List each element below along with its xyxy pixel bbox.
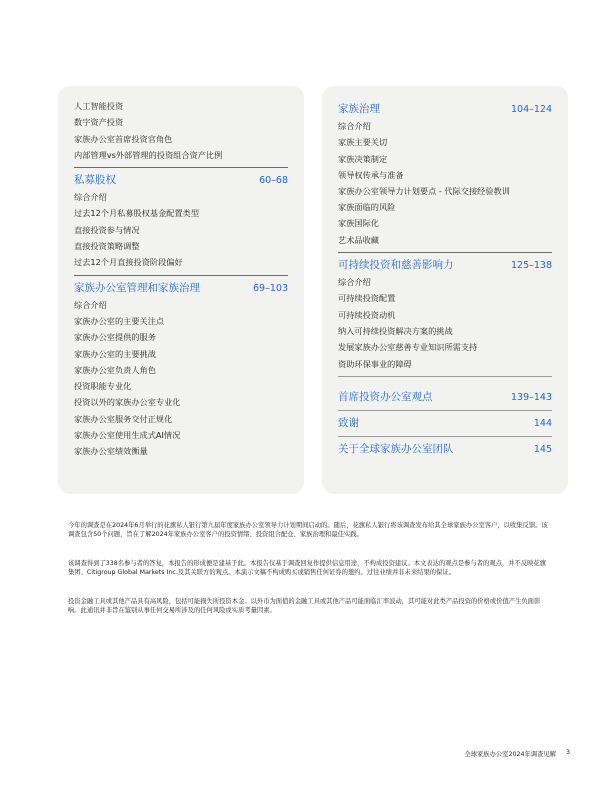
toc-item[interactable]: 领导权传承与准备 — [338, 169, 404, 180]
toc-item[interactable]: 家族办公室服务交付正规化 — [74, 413, 173, 424]
toc-item[interactable]: 直接投资参与情况 — [74, 224, 140, 235]
toc-item[interactable]: 纳入可持续投资解决方案的挑战 — [338, 325, 453, 336]
contents-panel-left — [58, 86, 304, 494]
section-page-range: 60–68 — [259, 175, 288, 187]
disclaimer-note: 该调查得到了338名参与者的答复，本报告的形成便是建基于此。本报告仅基于调查回复作提供信息用途，不构成投资建议。本文表达的观点是参与者的观点，并不反映花旗集团、Citigroup Global Markets Inc.及其关联方的观点。本演示文稿不构成购买或销售任何证券的邀约。过往业绩并非未来结果的保证。 — [68, 560, 546, 576]
section-heading-acknowledgements[interactable] — [338, 414, 552, 432]
section-title: 关于全球家族办公室团队 — [338, 442, 454, 455]
toc-item[interactable]: 家族国际化 — [338, 218, 379, 229]
section-heading-sustainable-investing[interactable] — [338, 256, 552, 274]
toc-item[interactable]: 家族面临的风险 — [338, 202, 396, 213]
section-title: 致谢 — [338, 416, 359, 429]
section-page-range: 145 — [533, 443, 552, 455]
section-page-range: 139–143 — [510, 391, 552, 403]
section-divider — [338, 252, 552, 253]
toc-item[interactable]: 家族办公室领导力计划要点 - 代际交接经验教训 — [338, 186, 510, 197]
toc-item[interactable]: 可持续投资动机 — [338, 309, 396, 320]
section-heading-about-team[interactable] — [338, 440, 552, 458]
section-page-range: 69–103 — [253, 282, 288, 294]
section-page-range: 144 — [533, 417, 552, 429]
toc-item[interactable]: 投资职能专业化 — [74, 381, 132, 392]
section-title: 家族办公室管理和家族治理 — [74, 281, 200, 294]
risk-note: 投资金融工具或其他产品具有高风险，包括可能损失所投资本金。以外币为面值的金融工具或其他产品可能面临汇率波动，其可能对此类产品投资的价格或价值产生负面影响。此通讯并非旨在鉴别从事任何交易所涉及的任何风险或实质考量因素。 — [68, 598, 541, 614]
toc-item[interactable]: 家族办公室负责人角色 — [74, 364, 156, 375]
toc-item[interactable]: 过去12个月直接投资阶段偏好 — [74, 257, 183, 268]
toc-item[interactable]: 数字资产投资 — [74, 117, 124, 128]
toc-item[interactable]: 家族办公室的主要关注点 — [74, 315, 165, 326]
section-divider — [74, 167, 288, 168]
section-divider — [74, 275, 288, 276]
section-title: 家族治理 — [338, 103, 380, 115]
section-page-range: 104–124 — [510, 104, 552, 115]
section-heading-private-equity[interactable] — [74, 171, 288, 189]
toc-item[interactable]: 可持续投资配置 — [338, 293, 396, 304]
page-number: 3 — [565, 749, 570, 756]
section-page-range: 125–138 — [510, 260, 552, 272]
toc-item[interactable]: 家族决策制定 — [338, 153, 388, 164]
toc-item[interactable]: 综合介绍 — [338, 277, 371, 288]
toc-item[interactable]: 家族主要关切 — [338, 137, 388, 148]
section-title: 首席投资办公室观点 — [338, 390, 433, 403]
toc-item[interactable]: 家族办公室的主要挑战 — [74, 348, 156, 359]
toc-item[interactable]: 发展家族办公室慈善专业知识所需支持 — [338, 342, 478, 353]
toc-item[interactable]: 内部管理vs外部管理的投资组合资产比例 — [74, 149, 223, 160]
toc-item[interactable]: 资助环保事业的障碍 — [338, 358, 412, 369]
toc-item[interactable]: 投资以外的家族办公室专业化 — [74, 397, 181, 408]
toc-item[interactable]: 综合介绍 — [338, 121, 371, 131]
toc-item[interactable]: 综合介绍 — [74, 192, 107, 203]
left-panel-contents — [74, 98, 288, 460]
toc-item[interactable]: 人工智能投资 — [74, 101, 124, 111]
toc-item[interactable]: 家族办公室绩效衡量 — [74, 446, 148, 457]
toc-item[interactable]: 过去12个月私募股权基金配置类型 — [74, 208, 200, 219]
section-title: 私募股权 — [74, 174, 116, 187]
toc-item[interactable]: 综合介绍 — [74, 299, 107, 310]
toc-item[interactable]: 家族办公室使用生成式AI情况 — [74, 430, 181, 441]
section-heading-family-governance[interactable] — [338, 100, 552, 118]
contents-panel-right — [322, 86, 568, 494]
section-title: 可持续投资和慈善影响力 — [338, 259, 454, 272]
section-heading-cio-view[interactable] — [338, 388, 552, 406]
section-divider — [338, 410, 552, 411]
section-heading-family-office-management[interactable] — [74, 279, 288, 297]
toc-item[interactable]: 家族办公室提供的服务 — [74, 332, 156, 343]
right-panel-contents — [338, 98, 552, 458]
survey-note: 今年的调查是在2024年6月举行的花旗私人银行第九届年度家族办公室领导力计划期间启动的。随后，花旗私人银行将该调查发布给其全球家族办公室客户，以收集反馈。该调查包含50个问题，旨在了解2024年家族办公室客户的投资情绪、投资组合配仓、家族治理和最佳实践。 — [68, 522, 548, 538]
toc-item[interactable]: 家族办公室首席投资官角色 — [74, 133, 173, 144]
toc-item[interactable]: 直接投资策略调整 — [74, 241, 140, 252]
toc-item[interactable]: 艺术品收藏 — [338, 234, 379, 245]
page-footer — [464, 749, 570, 758]
section-divider — [338, 436, 552, 437]
footer-title: 全球家族办公室2024年调查见解 — [464, 751, 556, 758]
section-divider — [338, 376, 552, 377]
